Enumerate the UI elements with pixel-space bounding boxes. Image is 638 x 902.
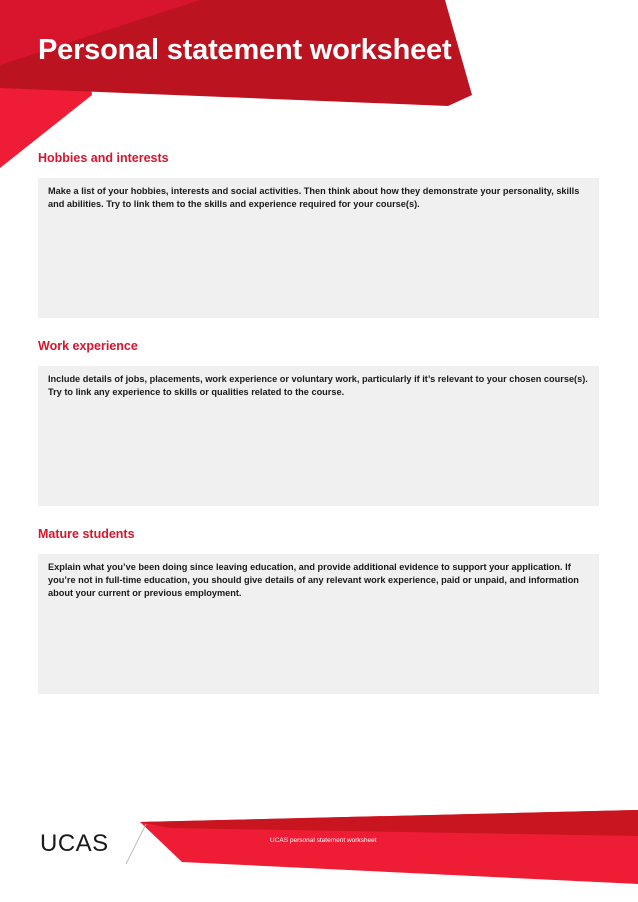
section-heading-hobbies: Hobbies and interests	[38, 151, 169, 165]
work-experience-prompt: Include details of jobs, placements, work experience or voluntary work, particularly if it’s relevant to your chosen course(s). Try to link any experience to skills or qualities related to the course.	[48, 374, 588, 397]
work-experience-writing-box[interactable]	[38, 366, 599, 506]
footer-caption: UCAS personal statement worksheet	[270, 837, 377, 844]
section-heading-work-experience: Work experience	[38, 339, 138, 353]
mature-students-prompt: Explain what you’ve been doing since leaving education, and provide additional evidence to support your application. If you’re not in full-time education, you should give details of any relevant work experience, paid or unpaid, and information about your current or previous employment.	[48, 562, 579, 598]
page-title: Personal statement worksheet	[38, 34, 452, 66]
section-heading-mature-students: Mature students	[38, 527, 135, 541]
mature-students-writing-box[interactable]	[38, 554, 599, 694]
ucas-logo: UCAS	[40, 830, 109, 857]
hobbies-writing-box[interactable]	[38, 178, 599, 318]
hobbies-prompt: Make a list of your hobbies, interests and social activities. Then think about how they demonstrate your personality, skills and abilities. Try to link them to the skills and experience required for your course(s).	[48, 186, 580, 209]
